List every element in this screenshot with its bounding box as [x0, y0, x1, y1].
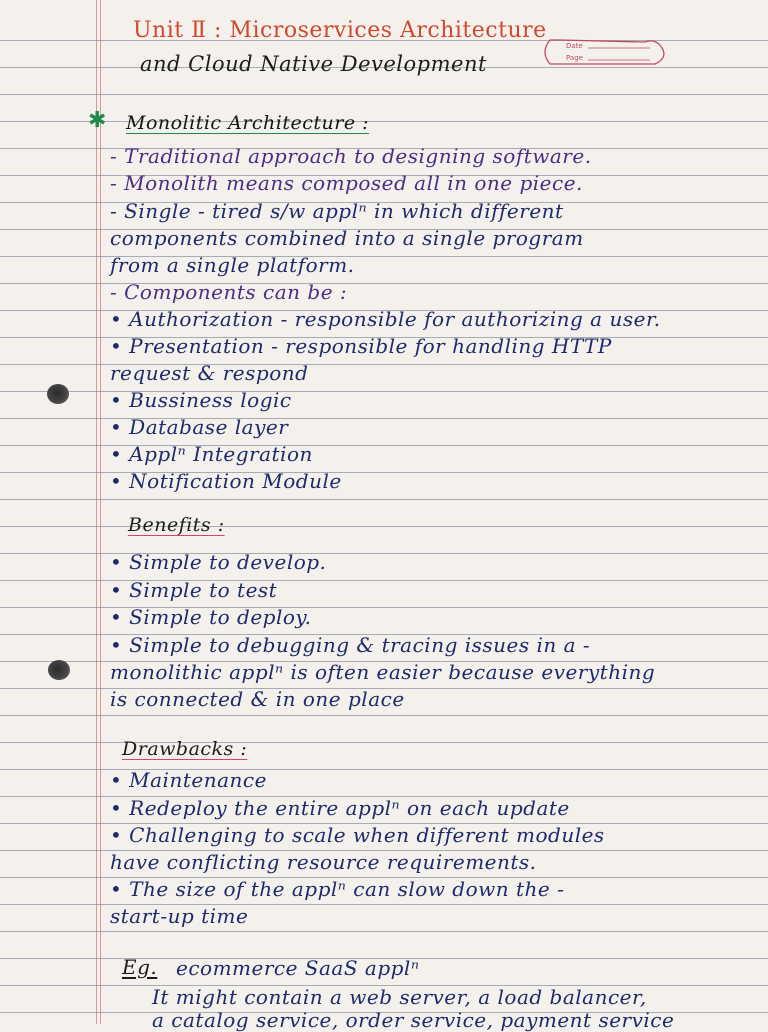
note-line: - Monolith means composed all in one piece.	[110, 171, 583, 195]
note-line: • Simple to test	[110, 578, 278, 602]
note-line: • Maintenance	[110, 768, 267, 792]
note-line: request & respond	[110, 361, 309, 385]
note-line: is connected & in one place	[110, 687, 405, 711]
note-line: It might contain a web server, a load balancer,	[152, 985, 647, 1009]
note-line: ecommerce SaaS applⁿ	[176, 956, 420, 980]
note-line: have conflicting resource requirements.	[110, 850, 537, 874]
note-line: monolithic applⁿ is often easier because everything	[110, 660, 656, 684]
note-line: • The size of the applⁿ can slow down the -	[110, 877, 565, 901]
section-heading-drawbacks: Drawbacks :	[122, 738, 248, 760]
stamp-date-label: Date	[566, 42, 583, 50]
note-line: • Bussiness logic	[110, 388, 292, 412]
note-line: - Components can be :	[110, 280, 348, 304]
note-line: • Notification Module	[110, 469, 342, 493]
note-line: - Single - tired s/w applⁿ in which different	[110, 199, 564, 223]
binder-hole	[47, 384, 69, 404]
stamp-page-label: Page	[566, 54, 583, 62]
note-line: - Traditional approach to designing software.	[110, 144, 592, 168]
note-line: components combined into a single program	[110, 226, 584, 250]
note-line: from a single platform.	[110, 253, 355, 277]
stamp-frame-icon	[540, 32, 670, 72]
note-line: a catalog service, order service, payment service	[152, 1008, 675, 1032]
margin-line-left	[96, 0, 97, 1024]
page-subtitle: and Cloud Native Development	[140, 52, 487, 76]
page-title: Unit Ⅱ : Microservices Architecture	[133, 18, 547, 43]
note-line: • Database layer	[110, 415, 289, 439]
example-label: Eg.	[122, 955, 158, 979]
note-line: • Authorization - responsible for authorizing a user.	[110, 307, 661, 331]
note-line: start-up time	[110, 904, 249, 928]
margin-line-right	[100, 0, 101, 1024]
note-line: • Challenging to scale when different modules	[110, 823, 605, 847]
note-line: • Applⁿ Integration	[110, 442, 313, 466]
date-page-stamp	[540, 32, 670, 72]
binder-hole	[48, 660, 70, 680]
note-line: • Redeploy the entire applⁿ on each update	[110, 796, 570, 820]
note-line: • Presentation - responsible for handling HTTP	[110, 334, 612, 358]
section-heading-benefits: Benefits :	[128, 514, 225, 536]
note-line: • Simple to deploy.	[110, 605, 312, 629]
star-icon: ✱	[88, 108, 107, 133]
note-line: • Simple to debugging & tracing issues in a -	[110, 633, 591, 657]
note-line: • Simple to develop.	[110, 550, 327, 574]
section-heading-monolithic: Monolitic Architecture :	[126, 112, 370, 134]
